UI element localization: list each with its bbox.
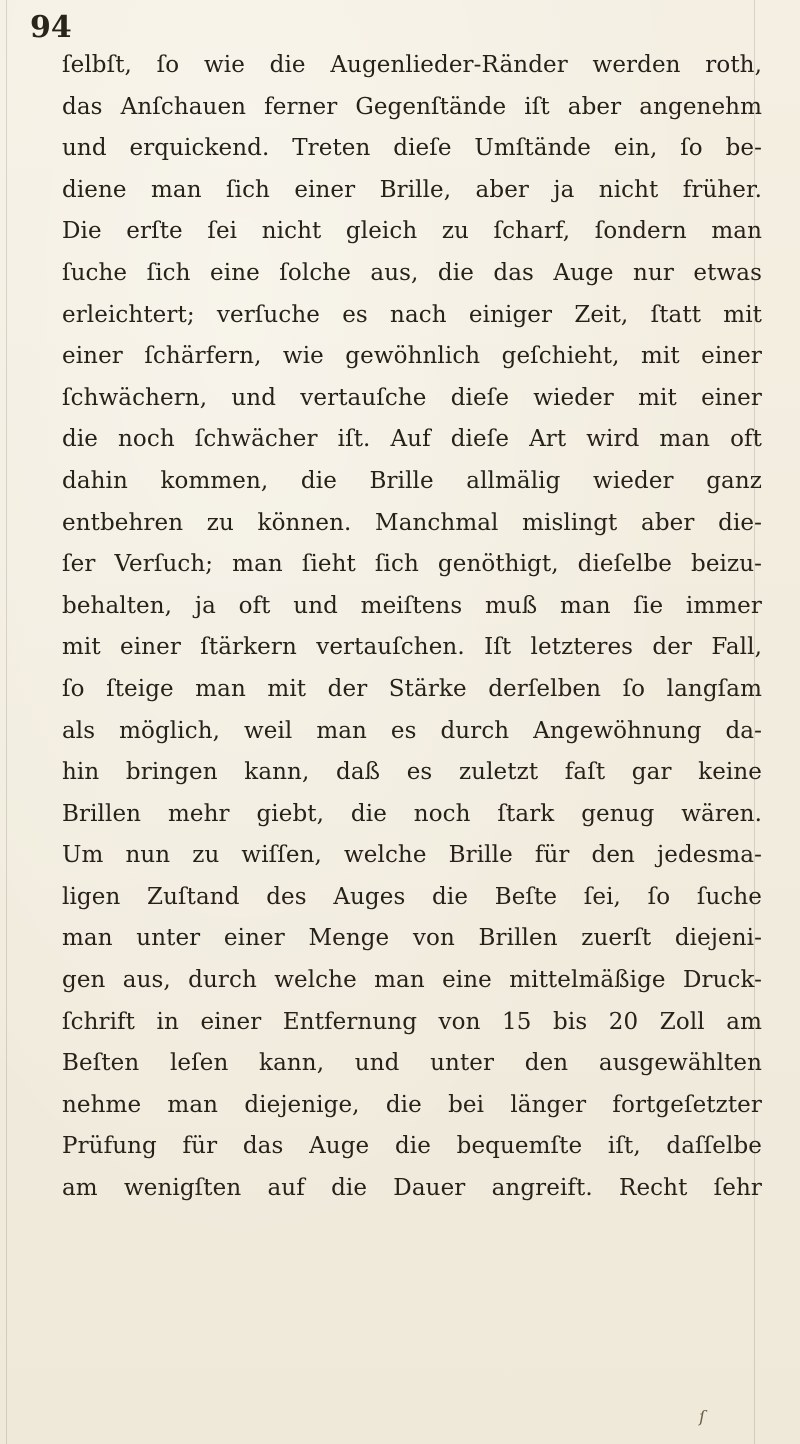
text-line: am wenigſten auf die Dauer angreift. Recht ſehr xyxy=(62,1175,762,1202)
text-line: ſuche ſich eine ſolche aus, die das Auge nur etwas xyxy=(62,259,762,286)
text-line: ſelbſt, ſo wie die Augenlieder-Ränder werden roth, xyxy=(62,52,762,78)
text-line: ſo ſteige man mit der Stärke derſelben ſo langſam xyxy=(62,675,762,702)
text-line: Um nun zu wiſſen, welche Brille für den jedesma- xyxy=(62,842,762,869)
text-line: Beſten leſen kann, und unter den ausgewählten xyxy=(62,1050,762,1077)
text-line: Die erſte ſei nicht gleich zu ſcharf, ſondern man xyxy=(62,218,762,245)
text-line: ſer Verſuch; man ſieht ſich genöthigt, dieſelbe beizu- xyxy=(62,551,762,578)
text-line: man unter einer Menge von Brillen zuerſt diejeni- xyxy=(62,925,762,952)
text-line: einer ſchärfern, wie gewöhnlich geſchieht, mit einer xyxy=(62,343,762,370)
text-line: nehme man diejenige, die bei länger fortgeſetzter xyxy=(62,1091,762,1118)
text-line: das Anſchauen ferner Gegenſtände iſt aber angenehm xyxy=(62,93,762,120)
text-line: ligen Zuſtand des Auges die Beſte ſei, ſo ſuche xyxy=(62,883,762,910)
text-line: mit einer ſtärkern vertauſchen. Iſt letzteres der Fall, xyxy=(62,634,762,661)
text-line: als möglich, weil man es durch Angewöhnung da- xyxy=(62,717,762,744)
text-line: die noch ſchwächer iſt. Auf dieſe Art wird man oft xyxy=(62,426,762,453)
text-line: diene man ſich einer Brille, aber ja nicht früher. xyxy=(62,176,762,203)
text-line: entbehren zu können. Manchmal mislingt aber die- xyxy=(62,509,762,536)
trailing-mark: ſ xyxy=(699,1407,705,1426)
text-line: Brillen mehr giebt, die noch ſtark genug wären. xyxy=(62,800,762,827)
text-line: und erquickend. Treten dieſe Umſtände ein, ſo be- xyxy=(62,135,762,162)
text-line: gen aus, durch welche man eine mittelmäßige Druck- xyxy=(62,967,762,994)
text-line: hin bringen kann, daß es zuletzt faſt gar keine xyxy=(62,759,762,786)
text-line: Prüfung für das Auge die bequemſte iſt, daſſelbe xyxy=(62,1133,762,1160)
text-line: behalten, ja oft und meiſtens muß man ſie immer xyxy=(62,592,762,619)
text-line: ſchwächern, und vertauſche dieſe wieder mit einer xyxy=(62,384,762,411)
body-text xyxy=(62,45,762,1210)
text-line: dahin kommen, die Brille allmälig wieder ganz xyxy=(62,467,762,494)
text-line: ſchrift in einer Entfernung von 15 bis 20 Zoll am xyxy=(62,1008,762,1035)
text-line: erleichtert; verſuche es nach einiger Zeit, ſtatt mit xyxy=(62,301,762,328)
page-edge-left xyxy=(6,0,7,1444)
page-number: 94 xyxy=(30,10,72,45)
